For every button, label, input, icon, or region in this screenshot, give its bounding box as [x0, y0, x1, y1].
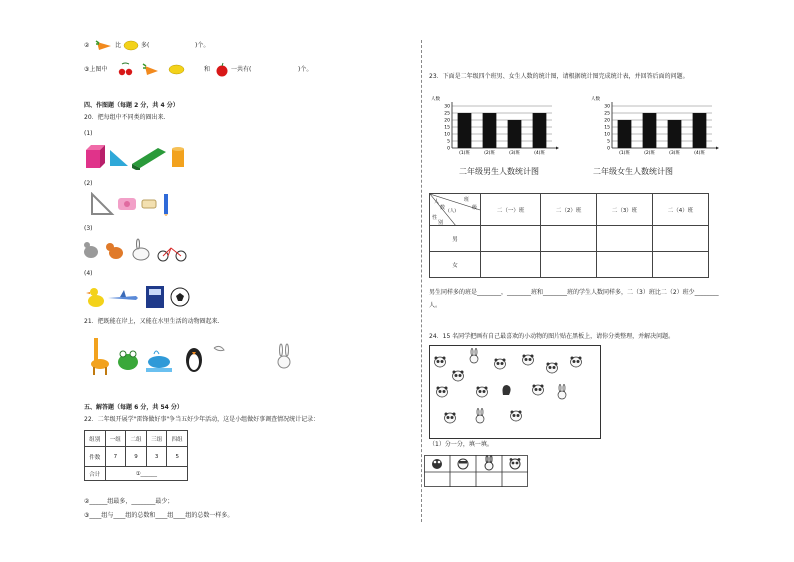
bar: [533, 113, 547, 148]
panda-icon: [477, 387, 488, 398]
q21-prompt: 21．把既能在岸上，又能在水里生活的动物圈起来.: [84, 318, 220, 325]
eye-patch: [451, 416, 454, 419]
corner-label: 别: [438, 220, 444, 226]
column-divider: [421, 40, 422, 522]
cube-icon: [86, 145, 105, 168]
eye-patch: [553, 366, 556, 369]
q19-3-text1: ③上图中: [84, 66, 108, 73]
triangle-icon: [110, 150, 128, 166]
rabbit-head: [476, 415, 484, 423]
ear: [495, 359, 498, 362]
eye-patch: [479, 390, 482, 393]
carrot-icon: [142, 63, 160, 77]
y-tick-label: 30: [604, 104, 610, 110]
rabbit-icon: [558, 385, 566, 400]
panda-icon: [437, 387, 448, 398]
rabbit-head: [470, 355, 478, 363]
q21-animals: [86, 334, 306, 376]
answer-cell[interactable]: [653, 226, 709, 252]
y-tick-label: 15: [604, 125, 610, 131]
y-tick-label: 5: [607, 139, 610, 145]
ear: [533, 385, 536, 388]
group-4-label: (4): [84, 270, 93, 277]
squirrel-icon: [503, 385, 511, 395]
table-header: 组别: [85, 431, 106, 447]
y-tick-label: 0: [607, 146, 610, 152]
y-tick-label: 0: [447, 146, 450, 152]
x-tick-label: (1)班: [459, 151, 470, 156]
table-cell: 9: [126, 447, 147, 467]
q23-table: [429, 193, 709, 278]
squirrel-icon: [106, 243, 123, 259]
prism-icon: [132, 148, 166, 170]
bar: [483, 113, 497, 148]
section-5-heading: 五、解答题（每题 6 分，共 54 分）: [84, 404, 183, 411]
eye-patch: [513, 414, 516, 417]
q23-prompt: 23．下面是二年级四个班男、女生人数的统计图，请根据统计图完成统计表，并回答后面的问题。: [429, 73, 689, 80]
rabbit-icon: [470, 349, 478, 364]
rabbit-icon: [476, 409, 484, 424]
ear: [443, 357, 446, 360]
q19-2-num: ②: [84, 42, 90, 49]
penguin-icon: [186, 348, 202, 372]
eye-patch: [529, 358, 532, 361]
rabbit-ear: [559, 385, 561, 392]
x-axis-arrow: [556, 147, 559, 150]
corner-label: 数: [440, 205, 446, 211]
lemon-icon: [123, 40, 139, 51]
ear: [445, 387, 448, 390]
animals-bike-group: [82, 238, 188, 264]
raccoon-icon: [445, 413, 456, 424]
row-label-boys: 男: [430, 226, 481, 252]
answer-cell[interactable]: [653, 252, 709, 278]
answer-cell[interactable]: [481, 252, 541, 278]
animal-pictures-board: [429, 345, 601, 439]
rabbit-ear: [481, 409, 483, 416]
squirrel-icon: [432, 459, 442, 469]
table-header: 二组: [126, 431, 147, 447]
bar: [668, 120, 682, 148]
boys-chart-caption: 二年级男生人数统计图: [459, 167, 539, 176]
table-corner-cell: [430, 194, 481, 226]
section-4-heading: 四、作图题（每题 2 分，共 4 分）: [84, 102, 179, 109]
eye-patch: [501, 362, 504, 365]
x-tick-label: (2)班: [644, 151, 655, 156]
rabbit-ear: [471, 349, 473, 356]
rabbit-head: [558, 391, 566, 399]
ear: [453, 413, 456, 416]
duck-icon: [86, 288, 104, 307]
q19-3-text4: )个。: [298, 66, 313, 73]
eye-patch: [525, 358, 528, 361]
set-square-icon: [92, 194, 112, 214]
bar: [458, 113, 472, 148]
ear: [571, 357, 574, 360]
table-cell: 件数: [85, 447, 106, 467]
ear: [461, 371, 464, 374]
table-cell: 5: [167, 447, 188, 467]
y-tick-label: 5: [447, 139, 450, 145]
whale-icon: [146, 351, 172, 372]
pencil-icon: [164, 194, 168, 216]
ear: [503, 359, 506, 362]
sorting-table: [424, 455, 528, 487]
eye-patch: [549, 366, 552, 369]
eye-patch: [441, 360, 444, 363]
answer-cell[interactable]: [597, 226, 653, 252]
eye-patch: [573, 360, 576, 363]
q23-question-end: 人。: [429, 302, 442, 309]
bicycle-icon: [158, 248, 186, 261]
q19-2-text2: 多(: [141, 42, 150, 49]
y-tick-label: 25: [604, 111, 610, 117]
corner-label: 人: [434, 199, 440, 205]
ear: [453, 371, 456, 374]
rabbit-icon: [133, 239, 149, 260]
ear: [531, 355, 534, 358]
q24-part1: （1）分一分，填一填。: [429, 441, 493, 448]
total-answer-blank[interactable]: ①______: [105, 467, 187, 481]
bar: [693, 113, 707, 148]
giraffe-icon: [91, 338, 109, 375]
lemon-icon: [168, 64, 185, 75]
answer-cell[interactable]: [597, 252, 653, 278]
table-header: 一组: [105, 431, 126, 447]
raccoon-icon: [495, 359, 506, 370]
y-tick-label: 30: [444, 104, 450, 110]
ear: [485, 387, 488, 390]
girls-bar-chart: [590, 92, 722, 160]
eye-patch: [483, 390, 486, 393]
q22-table: [84, 430, 188, 481]
q19-2-text1: 比: [115, 42, 122, 49]
squirrel-body: [503, 385, 511, 395]
answer-cell[interactable]: [481, 226, 541, 252]
carrot-icon: [95, 40, 113, 52]
cherry-icon: [117, 62, 135, 76]
q19-2-text3: )个。: [195, 42, 210, 49]
bar: [618, 120, 632, 148]
y-tick-label: 25: [444, 111, 450, 117]
y-tick-label: 20: [444, 118, 450, 124]
pig-bag-icon: [118, 198, 136, 210]
q19-3-text2: 和: [204, 66, 211, 73]
panda-icon: [510, 458, 521, 469]
rabbit-ear: [475, 349, 477, 356]
q19-3-text3: 一共有(: [231, 66, 252, 73]
q22-part3: ③____组与____组的总数和____组____组的总数一样多。: [84, 512, 234, 519]
row-label-girls: 女: [430, 252, 481, 278]
x-tick-label: (4)班: [694, 151, 705, 156]
q22-part2: ②______组最多，________最少；: [84, 498, 174, 505]
ear: [579, 357, 582, 360]
q23-question: 男生同样多的班是________，________班和________班的学生人数同样多，二（3）班比二（2）班少________: [429, 289, 719, 296]
bar: [643, 113, 657, 148]
book-icon: [146, 286, 164, 308]
raccoon-icon: [523, 355, 534, 366]
apple-icon: [214, 62, 230, 77]
ear: [437, 387, 440, 390]
corner-label: 班: [464, 197, 470, 203]
ear: [547, 363, 550, 366]
x-tick-label: (3)班: [669, 151, 680, 156]
raccoon-icon: [458, 459, 468, 469]
panda-icon: [547, 363, 558, 374]
corner-label: (人): [448, 209, 457, 214]
cylinder-icon: [172, 147, 184, 167]
table-header: 二（一）班: [481, 194, 541, 226]
table-cell: 7: [105, 447, 126, 467]
eye-patch: [455, 374, 458, 377]
y-tick-label: 20: [604, 118, 610, 124]
shapes-group: [84, 144, 194, 170]
ear: [477, 387, 480, 390]
group-1-label: (1): [84, 130, 93, 137]
bar: [508, 120, 522, 148]
eraser-icon: [142, 200, 156, 208]
ear: [445, 413, 448, 416]
mouse-icon: [84, 242, 98, 258]
raccoon-icon: [533, 385, 544, 396]
table-header: 四组: [167, 431, 188, 447]
x-tick-label: (2)班: [484, 151, 495, 156]
eye-patch: [497, 362, 500, 365]
table-header: 三组: [146, 431, 167, 447]
ear: [555, 363, 558, 366]
eye-patch: [517, 414, 520, 417]
table-header: 二（4）班: [653, 194, 709, 226]
eye-patch: [459, 374, 462, 377]
eye-patch: [535, 388, 538, 391]
stationery-group: [88, 192, 178, 216]
eye-patch: [577, 360, 580, 363]
answer-cell[interactable]: [541, 252, 597, 278]
raccoon-icon: [435, 357, 446, 368]
soccer-ball-icon: [171, 288, 189, 306]
table-header: 二（3）班: [597, 194, 653, 226]
eye-patch: [437, 360, 440, 363]
ear: [435, 357, 438, 360]
corner-label: 级: [472, 205, 478, 211]
eye-patch: [439, 390, 442, 393]
y-tick-label: 10: [604, 132, 610, 138]
ear: [541, 385, 544, 388]
rabbit-icon: [278, 344, 290, 368]
panda-icon: [453, 371, 464, 382]
boys-bar-chart: [430, 92, 562, 160]
table-cell: 合计: [85, 467, 106, 481]
airplane-icon: [108, 290, 138, 300]
y-tick-label: 15: [444, 125, 450, 131]
x-axis-arrow: [716, 147, 719, 150]
y-tick-label: 10: [444, 132, 450, 138]
x-tick-label: (3)班: [509, 151, 520, 156]
eye-patch: [539, 388, 542, 391]
group-3-label: (3): [84, 225, 93, 232]
raccoon-icon: [511, 411, 522, 422]
girls-chart-caption: 二年级女生人数统计图: [593, 167, 673, 176]
x-tick-label: (4)班: [534, 151, 545, 156]
table-header: 二（2）班: [541, 194, 597, 226]
ear: [523, 355, 526, 358]
board-animals: [430, 346, 600, 438]
x-tick-label: (1)班: [619, 151, 630, 156]
y-axis-label: 人数: [591, 97, 600, 102]
bird-icon: [214, 346, 224, 350]
eye-patch: [447, 416, 450, 419]
toys-group: [86, 284, 192, 310]
group-2-label: (2): [84, 180, 93, 187]
rabbit-ear: [477, 409, 479, 416]
q24-prompt: 24．15 名同学把画有自己最喜欢的小动物的图片贴在黑板上，请你分类整理，并解决问题。: [429, 333, 675, 340]
corner-label: 性: [432, 215, 438, 221]
rabbit-icon: [485, 456, 493, 471]
y-axis-label: 人数: [431, 97, 440, 102]
answer-cell[interactable]: [541, 226, 597, 252]
frog-icon: [118, 351, 138, 370]
ear: [519, 411, 522, 414]
table-cell: 3: [146, 447, 167, 467]
eye-patch: [443, 390, 446, 393]
rabbit-ear: [563, 385, 565, 392]
raccoon-icon: [571, 357, 582, 368]
q20-prompt: 20．把每组中不同类的圈出来.: [84, 114, 166, 121]
q22-prompt: 22．二年级开展学"雷锋做好事"争当五好少年活动，这是小组做好事调查情况统计记录：: [84, 416, 320, 423]
ear: [511, 411, 514, 414]
